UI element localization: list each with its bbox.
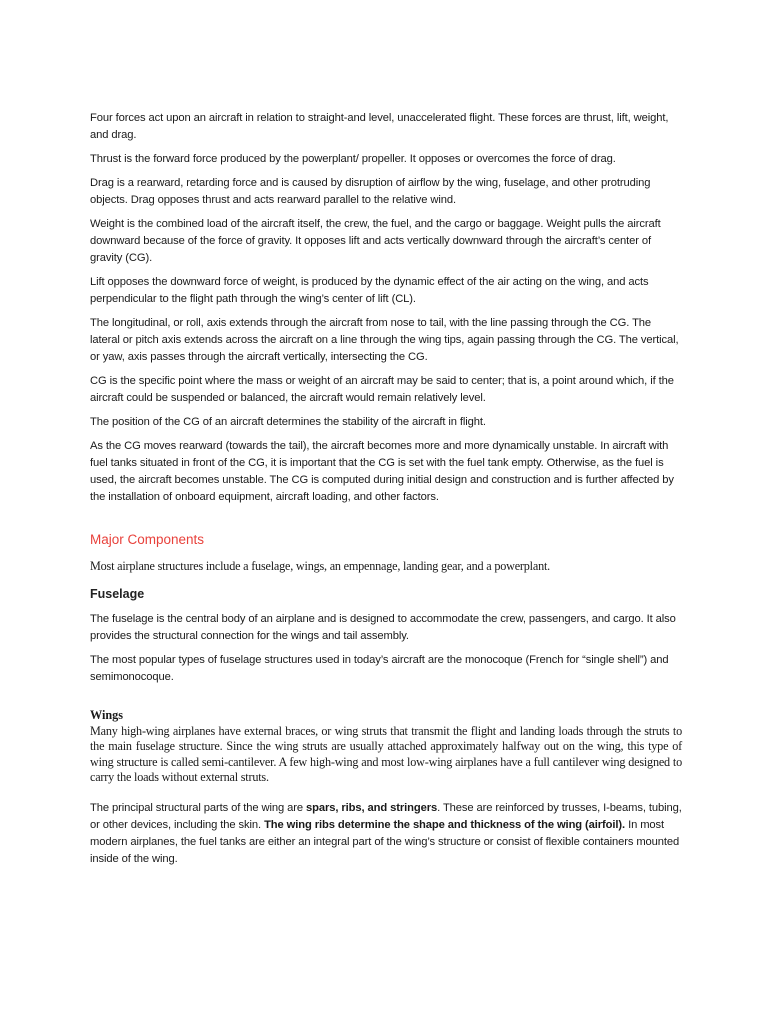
intro-drag: Drag is a rearward, retarding force and is caused by disruption of airflow by the wing, fuselage, and other protruding objects. Drag opposes thrust and acts rearward parallel to the relative wind. bbox=[90, 177, 651, 206]
intro-thrust: Thrust is the forward force produced by the powerplant/ propeller. It opposes or overcomes the force of drag. bbox=[90, 153, 616, 165]
fuselage-paragraph-2: The most popular types of fuselage structures used in today’s aircraft are the monocoque (French for “single shell”) and semimonocoque. bbox=[90, 653, 669, 683]
intro-weight: Weight is the combined load of the aircraft itself, the crew, the fuel, and the cargo or baggage. Weight pulls the aircraft downward because of the force of gravity. It opposes lift and acts vertically downward through the aircraft’s center of gravity (CG). bbox=[90, 218, 661, 264]
wings-p2-text-e: In most modern airplanes, the fuel tanks are either an integral part of the wing’s structure or consist of flexible containers mounted inside of the wing. bbox=[90, 818, 680, 865]
wings-p2-bold-ribs: The wing ribs determine the shape and thickness of the wing (airfoil). bbox=[264, 818, 626, 831]
major-components-text: Most airplane structures include a fuselage, wings, an empennage, landing gear, and a powerplant. bbox=[90, 559, 551, 573]
intro-lift: Lift opposes the downward force of weight, is produced by the dynamic effect of the air acting on the wing, and acts perpendicular to the flight path through the wing’s center of lift (CL). bbox=[90, 276, 649, 305]
fuselage-paragraph-1: The fuselage is the central body of an airplane and is designed to accommodate the crew, passengers, and cargo. It also provides the structural connection for the wings and tail assembly. bbox=[90, 612, 676, 642]
wings-p2-text-a: The principal structural parts of the wing are bbox=[90, 801, 307, 814]
intro-cg-definition: CG is the specific point where the mass or weight of an aircraft may be said to center; that is, a point around which, if the aircraft could be suspended or balanced, the aircraft would remain relatively level. bbox=[90, 375, 674, 404]
wings-paragraph-2 bbox=[90, 800, 682, 868]
fuselage-heading: Fuselage bbox=[90, 586, 145, 601]
intro-axes: The longitudinal, or roll, axis extends through the aircraft from nose to tail, with the line passing through the CG. The lateral or pitch axis extends across the aircraft on a line through the wing tips, again passing through the CG. The vertical, or yaw, axis passes through the aircraft vertically, intersecting the CG. bbox=[90, 317, 679, 363]
wings-p2-text-c: . These are reinforced by trusses, I-beams, tubing, or other devices, including the skin. bbox=[90, 801, 682, 831]
intro-cg-position: The position of the CG of an aircraft determines the stability of the aircraft in flight. bbox=[90, 416, 486, 428]
intro-cg-rearward: As the CG moves rearward (towards the tail), the aircraft becomes more and more dynamically unstable. In aircraft with fuel tanks situated in front of the CG, it is important that the CG is set with the fuel tank empty. Otherwise, as the fuel is used, the aircraft becomes unstable. The CG is computed during initial design and construction and is further affected by the installation of onboard equipment, aircraft loading, and other factors. bbox=[90, 440, 674, 503]
wings-heading: Wings bbox=[90, 707, 123, 722]
wings-p2-bold-parts: spars, ribs, and stringers bbox=[306, 801, 438, 814]
document-page bbox=[90, 110, 682, 875]
major-components-heading: Major Components bbox=[90, 532, 205, 547]
intro-four-forces: Four forces act upon an aircraft in relation to straight-and level, unaccelerated flight. These forces are thrust, lift, weight, and drag. bbox=[90, 112, 669, 141]
wings-paragraph-1: Many high-wing airplanes have external braces, or wing struts that transmit the flight and landing loads through the struts to the main fuselage structure. Since the wing struts are usually attached approximately halfway out on the wing, this type of wing structure is called semi-cantilever. A few high-wing and most low-wing airplanes have a full cantilever wing designed to carry the loads without external struts. bbox=[90, 723, 682, 784]
